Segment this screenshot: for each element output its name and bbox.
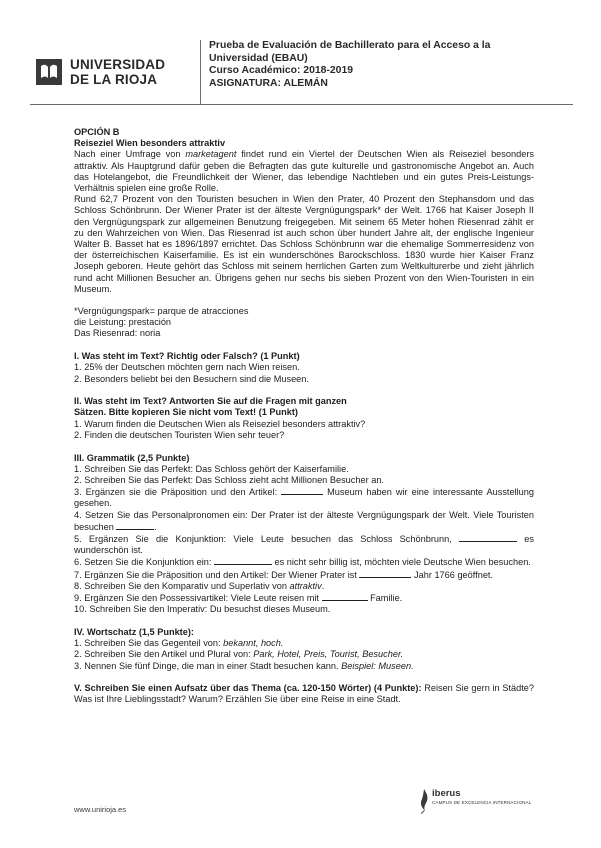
section-5-heading: V. Schreiben Sie einen Aufsatz über das Thema (ca. 120-150 Wörter) (4 Punkte): (74, 683, 422, 694)
exam-header (30, 40, 573, 104)
reading-paragraph-1: Nach einer Umfrage von marketagent findet rund ein Viertel der Deutschen Wien als Reiseziel besonders attraktiv. Als Hauptgrund dafür geben die Befragten das gute kulturelle und gastronomische Angebot an. Auch das Hotelangebot, die Freundlichkeit der Wiener, das lebendige Nachtleben und ein gutes Preis-Leistungs-Verhältnis spielen eine große Rolle. (74, 149, 534, 194)
section-2-heading-cont: Sätzen. Bitte kopieren Sie nicht vom Text! (1 Punkt) (74, 407, 298, 418)
glossary-item: die Leistung: prestación (74, 317, 172, 328)
answer-blank[interactable] (359, 569, 411, 578)
question-item: 1. Warum finden die Deutschen Wien als Reiseziel besonders attraktiv? (74, 418, 366, 429)
question-item: 2. Finden die deutschen Touristen Wien sehr teuer? (74, 429, 285, 440)
glossary-item: *Vergnügungspark= parque de atracciones (74, 306, 249, 317)
answer-blank[interactable] (214, 556, 272, 565)
iberus-logo (418, 788, 531, 814)
exam-title-line-1: Prueba de Evaluación de Bachillerato para el Acceso a la (209, 40, 491, 51)
university-name: UNIVERSIDAD DE LA RIOJA (70, 57, 166, 87)
reading-title: Reiseziel Wien besonders attraktiv (74, 138, 226, 149)
exam-content (74, 127, 534, 706)
grammar-item: 9. Ergänzen Sie den Possessivartikel: Viele Leute reisen mit Familie. (74, 593, 403, 604)
reading-paragraph-2: Rund 62,7 Prozent von den Touristen besuchen in Wien den Prater, 40 Prozent den Stephansdom und das Schloss Schönbrunn. Der Wiener Prater ist der älteste Vergnügungspark* der Welt. 1766 hat Kaiser Joseph II den Vergnügungspark zur allgemeinen Benutzung freigegeben. Mit seinem 65 Meter hohen Riesenrad zählt er zu den Wahrzeichen von Wien. Das Riesenrad ist auch schon über hundert Jahre alt, der englische Ingenieur Walter B. Basset hat es 1896/1897 errichtet. Das Schloss Schönbrunn war die ehemalige Sommerresidenz von der österreichischen Kaiserfamilie. Es ist ein wunderschönes Barockschloss. 1830 wurde hier Kaiser Franz Joseph geboren. Heute gehört das Schloss mit seinem herrlichen Garten zum Weltkulturerbe und zieht jährlich rund acht Millionen Besucher an. Übrigens gehen nur sechs bis sieben Prozent von den Wien-Touristen in ein Museum. (74, 194, 534, 294)
section-4-heading: IV. Wortschatz (1,5 Punkte): (74, 626, 194, 637)
exam-info (201, 40, 573, 104)
answer-blank[interactable] (116, 521, 154, 530)
answer-blank[interactable] (322, 592, 368, 601)
section-3-heading: III. Grammatik (2,5 Punkte) (74, 452, 190, 463)
footer-url[interactable]: www.unirioja.es (74, 805, 127, 814)
grammar-item: 4. Setzen Sie das Personalpronomen ein: Der Prater ist der älteste Vergnügungspark der Welt. Viele Touristen besuchen . (74, 509, 534, 532)
iberus-title: iberus (432, 788, 461, 799)
grammar-item: 8. Schreiben Sie den Komparativ und Superlativ von attraktiv. (74, 580, 325, 591)
course-year: Curso Académico: 2018-2019 (209, 65, 353, 77)
grammar-item: 7. Ergänzen Sie die Präposition und den Artikel: Der Wiener Prater ist Jahr 1766 geöffnet. (74, 569, 494, 580)
answer-blank[interactable] (281, 486, 323, 495)
grammar-item: 1. Schreiben Sie das Perfekt: Das Schloss gehört der Kaiserfamilie. (74, 463, 349, 474)
vocab-item: 2. Schreiben Sie den Artikel und Plural von: Park, Hotel, Preis, Tourist, Besucher. (74, 649, 404, 660)
question-item: 2. Besonders beliebt bei den Besuchern sind die Museen. (74, 373, 309, 384)
answer-blank[interactable] (459, 533, 517, 542)
university-emblem-icon (36, 59, 62, 85)
grammar-item: 3. Ergänzen sie die Präposition und den Artikel: Museum haben wir eine interessante Ausstellung gesehen. (74, 487, 534, 509)
vocab-item: 3. Nennen Sie fünf Dinge, die man in einer Stadt besuchen kann. Beispiel: Museen. (74, 660, 414, 671)
option-title: OPCIÓN B (74, 127, 120, 137)
grammar-item: 6. Setzen Sie die Konjunktion ein: es nicht sehr billig ist, möchten viele Deutsche Wien besuchen. (74, 557, 531, 568)
iberus-flame-icon (418, 788, 430, 814)
grammar-item: 10. Schreiben Sie den Imperativ: Du besuchst dieses Museum. (74, 604, 331, 615)
iberus-subtitle: CAMPUS DE EXCELENCIA INTERNACIONAL (432, 800, 532, 805)
grammar-item: 5. Ergänzen Sie die Konjunktion: Viele Leute besuchen das Schloss Schönbrunn, es wunderschön ist. (74, 534, 534, 556)
section-5-prompt: V. Schreiben Sie einen Aufsatz über das Thema (ca. 120-150 Wörter) (4 Punkte): Reisen Sie gern in Städte? Was ist Ihre Lieblingsstadt? Warum? Erzählen Sie über eine Reise in eine Stadt. (74, 683, 534, 705)
header-bottom-rule (30, 104, 573, 105)
section-1-heading: I. Was steht im Text? Richtig oder Falsch? (1 Punkt) (74, 351, 300, 362)
glossary-item: Das Riesenrad: noria (74, 328, 161, 339)
section-2-heading: II. Was steht im Text? Antworten Sie auf die Fragen mit ganzen (74, 396, 347, 407)
grammar-item: 2. Schreiben Sie das Perfekt: Das Schloss zieht acht Millionen Besucher an. (74, 474, 384, 485)
subject: ASIGNATURA: ALEMÁN (209, 77, 328, 89)
question-item: 1. 25% der Deutschen möchten gern nach Wien reisen. (74, 362, 300, 373)
university-logo (30, 40, 200, 104)
exam-title-line-2: Universidad (EBAU) (209, 52, 308, 64)
vocab-item: 1. Schreiben Sie das Gegenteil von: bekannt, hoch. (74, 638, 284, 649)
